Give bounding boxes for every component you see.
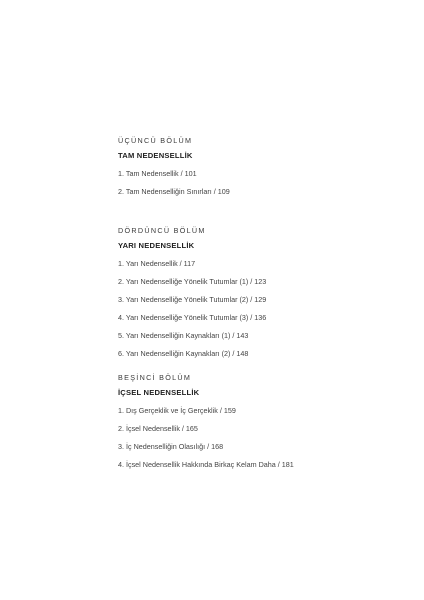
- toc-list: [118, 259, 408, 359]
- toc-list: [118, 406, 408, 470]
- toc-entry[interactable]: 2. Yarı Nedenselliğe Yönelik Tutumlar (1) / 123: [118, 277, 267, 286]
- toc-entry[interactable]: 1. Dış Gerçeklik ve İç Gerçeklik / 159: [118, 406, 236, 415]
- section-title: İÇSEL NEDENSELLİK: [118, 388, 200, 397]
- toc-entry[interactable]: 1. Tam Nedensellik / 101: [118, 169, 197, 178]
- section-kicker: ÜÇÜNCÜ BÖLÜM: [118, 136, 193, 145]
- section-title: TAM NEDENSELLİK: [118, 151, 193, 160]
- toc-entry[interactable]: 1. Yarı Nedensellik / 117: [118, 259, 196, 268]
- toc-list: [118, 169, 408, 197]
- toc-entry[interactable]: 2. İçsel Nedensellik / 165: [118, 424, 198, 433]
- toc-entry[interactable]: 6. Yarı Nedenselliğin Kaynakları (2) / 148: [118, 349, 249, 358]
- toc-entry[interactable]: 3. Yarı Nedenselliğe Yönelik Tutumlar (2) / 129: [118, 295, 267, 304]
- section-fifth: [118, 373, 408, 470]
- toc-entry[interactable]: 2. Tam Nedenselliğin Sınırları / 109: [118, 187, 230, 196]
- section-kicker: DÖRDÜNCÜ BÖLÜM: [118, 226, 206, 235]
- toc-entry[interactable]: 3. İç Nedenselliğin Olasılığı / 168: [118, 442, 224, 451]
- toc-entry[interactable]: 4. Yarı Nedenselliğe Yönelik Tutumlar (3) / 136: [118, 313, 267, 322]
- section-kicker: BEŞİNCİ BÖLÜM: [118, 373, 192, 382]
- section-third: [118, 136, 408, 197]
- toc-entry[interactable]: 4. İçsel Nedensellik Hakkında Birkaç Kelam Daha / 181: [118, 460, 294, 469]
- toc-entry[interactable]: 5. Yarı Nedenselliğin Kaynakları (1) / 143: [118, 331, 249, 340]
- section-fourth: [118, 226, 408, 359]
- section-title: YARI NEDENSELLİK: [118, 241, 195, 250]
